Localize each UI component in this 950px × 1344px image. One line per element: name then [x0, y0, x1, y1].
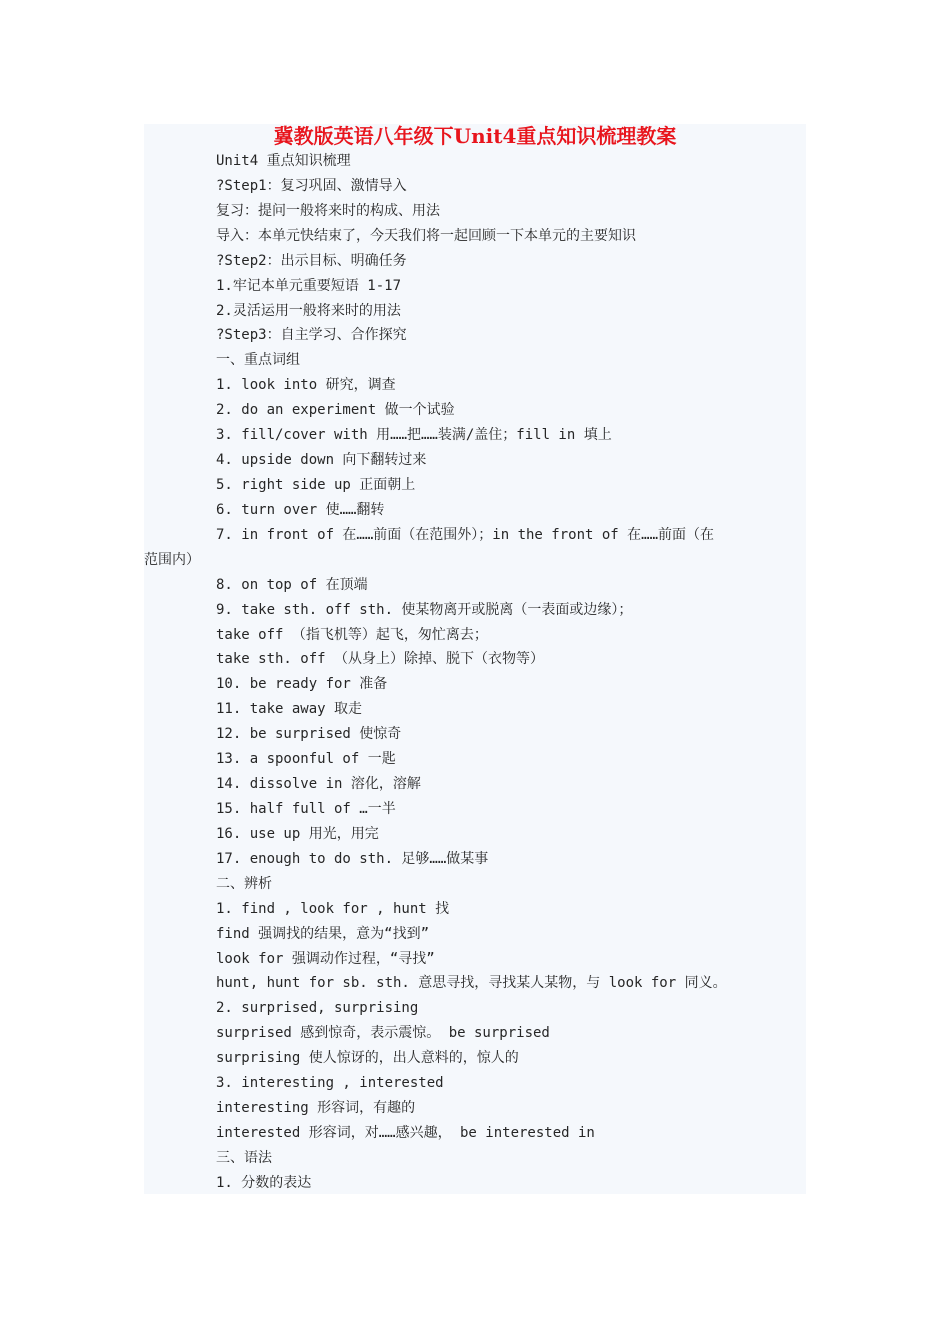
document-line: 13. a spoonful of 一匙: [216, 751, 396, 768]
document-line: 10. be ready for 准备: [216, 676, 388, 693]
document-line: ?Step3：自主学习、合作探究: [216, 327, 407, 344]
document-line: 16. use up 用光，用完: [216, 825, 379, 842]
document-line: 复习：提问一般将来时的构成、用法: [216, 202, 440, 219]
document-line: find 强调找的结果，意为“找到”: [216, 925, 430, 942]
document-line: 一、重点词组: [216, 352, 300, 369]
document-line: interested 形容词，对……感兴趣， be interested in: [216, 1124, 595, 1141]
document-line: 2. surprised, surprising: [216, 1000, 419, 1017]
document-line: 范围内）: [144, 551, 200, 568]
document-line: 3. fill/cover with 用……把……装满/盖住；fill in 填上: [216, 427, 612, 444]
document-line: 11. take away 取走: [216, 701, 363, 718]
document-line: 二、辨析: [216, 875, 272, 892]
document-line: 3. interesting , interested: [216, 1075, 444, 1092]
document-line: 1. 分数的表达: [216, 1174, 312, 1191]
document-line: 1. look into 研究，调查: [216, 377, 396, 394]
document-line: ?Step2：出示目标、明确任务: [216, 252, 407, 269]
document-line: ?Step1：复习巩固、激情导入: [216, 177, 407, 194]
document-line: 三、语法: [216, 1149, 272, 1166]
document-line: 4. upside down 向下翻转过来: [216, 452, 427, 469]
document-line: 8. on top of 在顶端: [216, 576, 368, 593]
document-line: surprised 感到惊奇，表示震惊。 be surprised: [216, 1025, 550, 1042]
document-line: 2. do an experiment 做一个试验: [216, 402, 455, 419]
document-title: 冀教版英语八年级下Unit4重点知识梳理教案: [273, 124, 677, 148]
document-body: [144, 149, 806, 1196]
document-line: 12. be surprised 使惊奇: [216, 726, 402, 743]
document-line: 15. half full of …一半: [216, 800, 396, 817]
document-line: 导入：本单元快结束了，今天我们将一起回顾一下本单元的主要知识: [216, 227, 636, 244]
document-line: 14. dissolve in 溶化，溶解: [216, 776, 421, 793]
document-line: take off （指飞机等）起飞，匆忙离去；: [216, 626, 488, 643]
document-line: 1.牢记本单元重要短语 1-17: [216, 277, 402, 294]
document-line: 17. enough to do sth. 足够……做某事: [216, 850, 489, 867]
document-line: 9. take sth. off sth. 使某物离开或脱离（一表面或边缘）；: [216, 601, 633, 618]
document-line: 1. find , look for , hunt 找: [216, 900, 450, 917]
document-line: 6. turn over 使……翻转: [216, 501, 385, 518]
document-line: 2.灵活运用一般将来时的用法: [216, 302, 401, 319]
document-line: take sth. off （从身上）除掉、脱下（衣物等）: [216, 651, 545, 668]
document-line: hunt, hunt for sb. sth. 意思寻找，寻找某人某物，与 look for 同义。: [216, 975, 727, 992]
document-line: interesting 形容词，有趣的: [216, 1100, 416, 1117]
document-line: Unit4 重点知识梳理: [216, 153, 351, 169]
document-line: look for 强调动作过程，“寻找”: [216, 950, 435, 967]
document-line: 7. in front of 在……前面（在范围外）；in the front of 在……前面（在: [216, 526, 715, 543]
document-line: surprising 使人惊讶的，出人意料的，惊人的: [216, 1050, 519, 1067]
document-line: 5. right side up 正面朝上: [216, 476, 416, 493]
